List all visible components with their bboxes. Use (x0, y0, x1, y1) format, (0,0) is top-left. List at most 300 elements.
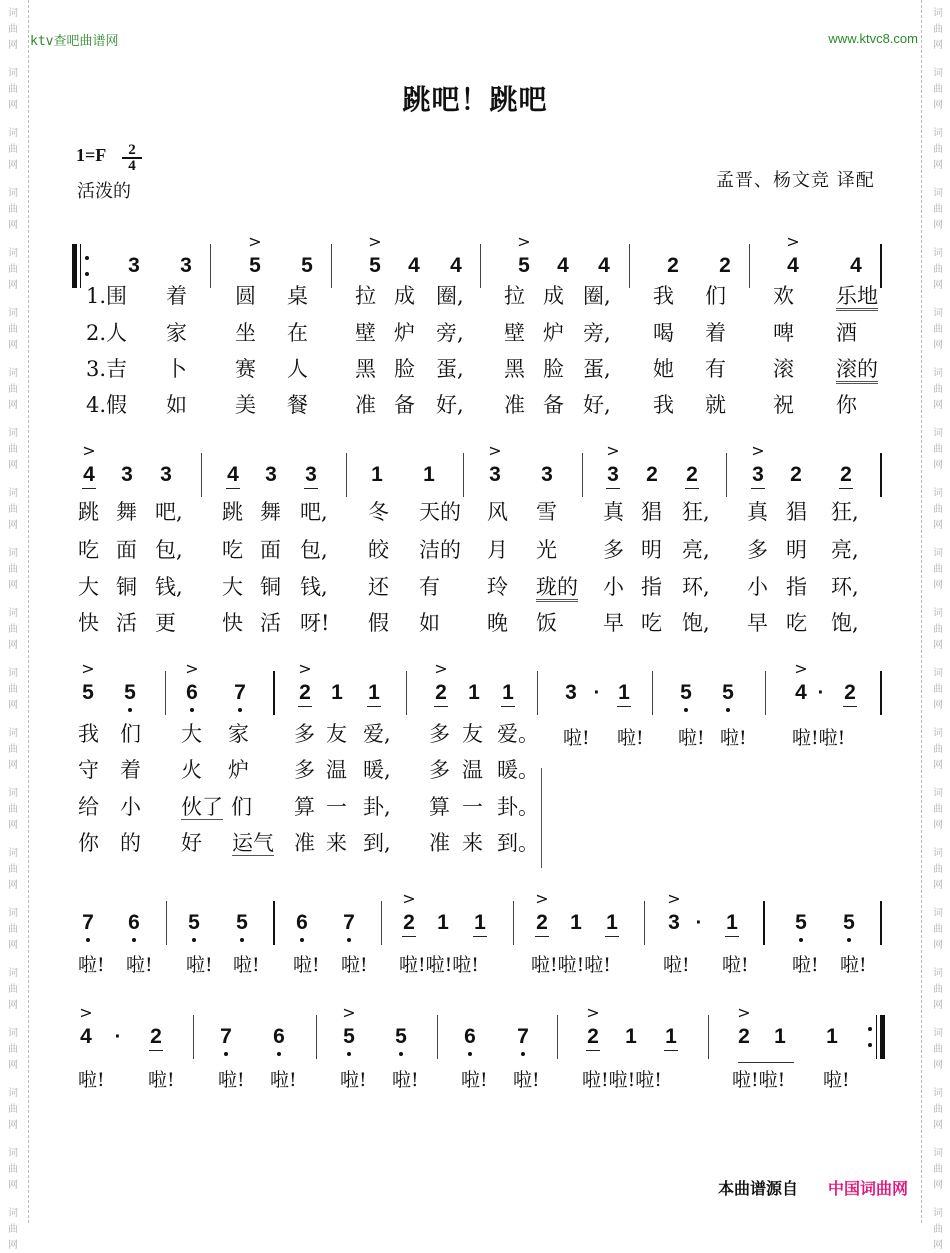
watermark-char: 曲 (933, 564, 943, 575)
lyric-syllable: 小 (120, 795, 141, 819)
watermark-char: 网 (933, 280, 943, 291)
accent-mark-icon: > (535, 889, 549, 908)
lyric-syllable: 大 (78, 575, 99, 599)
watermark-char: 曲 (933, 1164, 943, 1175)
eighth-underline (367, 706, 381, 707)
note (154, 464, 178, 486)
watermark-char: 网 (8, 820, 18, 831)
lyric-syllable: 小 (603, 575, 624, 599)
watermark-char: 词 (933, 608, 943, 619)
lyric-syllable: 吃 (78, 538, 99, 562)
note (612, 682, 636, 704)
watermark-char: 曲 (933, 444, 943, 455)
note-digit: 5 (188, 911, 200, 934)
la-syllable: 啦! (617, 727, 644, 749)
bar-line (708, 1015, 709, 1059)
note-digit: 2 (844, 681, 856, 704)
note (789, 659, 813, 704)
note (429, 659, 453, 704)
note (365, 464, 389, 486)
right-watermark-strip (921, 0, 950, 1251)
watermark-char: 词 (8, 728, 18, 739)
note-digit: 5 (722, 681, 734, 704)
note-digit: 5 (236, 911, 248, 934)
la-syllable: 啦! (186, 954, 213, 976)
note (389, 1026, 413, 1048)
watermark-char: 曲 (8, 564, 18, 575)
bar-line (557, 1015, 558, 1059)
la-syllable: 啦! (341, 954, 368, 976)
lyric-syllable: 准 (429, 831, 450, 855)
watermark-char: 词 (933, 1148, 943, 1159)
la-syllable: 啦!啦!啦! (582, 1069, 662, 1091)
watermark-char: 曲 (933, 384, 943, 395)
lyric-syllable: 在 (287, 321, 308, 345)
lyric-syllable: 快 (222, 611, 243, 635)
watermark-char: 曲 (933, 924, 943, 935)
note-digit: 2 (587, 1025, 599, 1048)
la-syllable: 啦! (663, 954, 690, 976)
watermark-char: 网 (8, 1240, 18, 1251)
lyric-syllable: 成 (543, 284, 564, 308)
note-digit: 7 (517, 1025, 529, 1048)
accent-mark-icon: > (368, 232, 382, 251)
watermark-char: 曲 (8, 264, 18, 275)
low-octave-dot (86, 938, 90, 942)
note-digit: 1 (606, 911, 618, 934)
note (768, 1026, 792, 1048)
lyric-syllable: 来 (326, 831, 347, 855)
lyric-syllable: 假 (368, 611, 389, 635)
note-digit: 4 (557, 254, 569, 277)
watermark-char: 词 (933, 68, 943, 79)
note (838, 682, 862, 704)
low-octave-dot (128, 708, 132, 712)
lyric-syllable: 卦, (363, 795, 391, 819)
la-syllable: 啦! (293, 954, 320, 976)
watermark-char: 网 (8, 640, 18, 651)
note-digit: 1 (774, 1025, 786, 1048)
bar-line (437, 1015, 438, 1059)
watermark-char: 曲 (8, 1044, 18, 1055)
lyric-syllable: 炉 (543, 321, 564, 345)
note-digit: 4 (408, 254, 420, 277)
watermark-char: 词 (933, 368, 943, 379)
note-digit: 2 (790, 463, 802, 486)
watermark-char: 词 (8, 668, 18, 679)
watermark-char: 词 (8, 1148, 18, 1159)
note (834, 464, 858, 486)
note (325, 682, 349, 704)
accent-mark-icon: > (298, 659, 312, 678)
la-syllable: 啦! (78, 1069, 105, 1091)
bar-line (629, 244, 630, 288)
left-watermark-strip (0, 0, 29, 1251)
watermark-char: 曲 (8, 24, 18, 35)
watermark-char: 词 (933, 1028, 943, 1039)
watermark-char: 网 (8, 460, 18, 471)
eighth-underline (751, 488, 765, 489)
note (661, 255, 685, 277)
note-digit: 5 (795, 911, 807, 934)
lyric-syllable: 坐 (235, 321, 256, 345)
bar-line (880, 244, 882, 288)
note (640, 464, 664, 486)
note (511, 1026, 535, 1048)
lyric-syllable: 她 (653, 357, 674, 381)
site-url-right[interactable]: www.ktvc8.com (828, 31, 918, 46)
note (468, 912, 492, 934)
lyric-syllable: 准 (355, 393, 376, 417)
bar-line (582, 453, 583, 497)
lyric-syllable: 风 (487, 500, 508, 524)
note-digit: 4 (598, 254, 610, 277)
watermark-char: 网 (933, 1240, 943, 1251)
note-digit: 2 (667, 254, 679, 277)
note (713, 255, 737, 277)
lyric-syllable: 一 (326, 795, 347, 819)
watermark-char: 词 (8, 1088, 18, 1099)
bar-line (763, 901, 765, 945)
note (362, 682, 386, 704)
note (221, 464, 245, 486)
note-digit: 5 (82, 681, 94, 704)
watermark-char: 网 (8, 940, 18, 951)
la-syllable: 啦!啦!啦! (531, 954, 611, 976)
bar-line (880, 901, 882, 945)
note (535, 464, 559, 486)
lyric-syllable: 面 (260, 538, 281, 562)
note (483, 441, 507, 486)
eighth-underline (473, 936, 487, 937)
eighth-underline (501, 706, 515, 707)
eighth-underline (664, 1050, 678, 1051)
watermark-char: 词 (8, 1028, 18, 1039)
la-syllable: 啦! (233, 954, 260, 976)
low-octave-dot (224, 1052, 228, 1056)
lyric-syllable: 友 (462, 722, 483, 746)
note (444, 255, 468, 277)
eighth-underline (434, 706, 448, 707)
lyric-syllable: 到。 (497, 831, 539, 855)
lyric-syllable: 来 (462, 831, 483, 855)
lyric-syllable: 卦。 (497, 795, 539, 819)
note (592, 255, 616, 277)
accent-mark-icon: > (79, 1003, 93, 1022)
lyric-syllable: 真 (603, 500, 624, 524)
lyric-syllable: 运气 (232, 831, 274, 855)
la-syllable: 啦! (792, 954, 819, 976)
note-digit: 1 (726, 911, 738, 934)
lyric-syllable: 美 (235, 393, 256, 417)
la-syllable: 啦! (126, 954, 153, 976)
watermark-char: 词 (8, 128, 18, 139)
lyric-syllable: 多 (603, 538, 624, 562)
low-octave-dot (399, 1052, 403, 1056)
lyric-syllable: 们 (120, 722, 141, 746)
bar-line (165, 671, 166, 715)
lyric-syllable: 早 (603, 611, 624, 635)
watermark-char: 网 (8, 1180, 18, 1191)
lyric-syllable: 伙了 (181, 795, 223, 819)
watermark-char: 曲 (933, 1044, 943, 1055)
note-digit: 7 (82, 911, 94, 934)
note (228, 682, 252, 704)
note-digit: 6 (186, 681, 198, 704)
lyric-syllable: 吃 (786, 611, 807, 635)
note (837, 912, 861, 934)
watermark-char: 曲 (933, 144, 943, 155)
lyric-syllable: 好 (181, 831, 202, 855)
watermark-char: 词 (8, 368, 18, 379)
note-digit: 1 (371, 463, 383, 486)
la-syllable: 啦!啦! (732, 1069, 786, 1091)
watermark-char: 网 (8, 220, 18, 231)
note-digit: 5 (369, 254, 381, 277)
low-octave-dot (799, 938, 803, 942)
note (293, 659, 317, 704)
watermark-char: 曲 (933, 804, 943, 815)
watermark-char: 曲 (8, 684, 18, 695)
note (662, 889, 686, 934)
lyric-syllable: 乐地 (836, 284, 878, 311)
watermark-char: 网 (933, 640, 943, 651)
watermark-char: 词 (8, 608, 18, 619)
watermark-char: 曲 (933, 504, 943, 515)
lyric-syllable: 洁的 (419, 538, 461, 562)
note (118, 682, 142, 704)
watermark-char: 曲 (8, 1104, 18, 1115)
note-digit: 1 (368, 681, 380, 704)
la-syllable: 啦! (513, 1069, 540, 1091)
watermark-char: 网 (8, 880, 18, 891)
watermark-char: 曲 (933, 744, 943, 755)
bar-line (880, 671, 882, 715)
lyric-syllable: 大 (181, 722, 202, 746)
note-digit: 1 (331, 681, 343, 704)
watermark-char: 网 (933, 220, 943, 231)
note-digit: 2 (738, 1025, 750, 1048)
note (564, 912, 588, 934)
la-syllable: 啦!啦! (792, 727, 846, 749)
watermark-char: 词 (933, 548, 943, 559)
accent-mark-icon: > (794, 659, 808, 678)
watermark-char: 曲 (8, 1164, 18, 1175)
lyric-syllable: 喝 (653, 321, 674, 345)
eighth-underline (149, 1050, 163, 1051)
watermark-char: 曲 (933, 1224, 943, 1235)
note-digit: 6 (273, 1025, 285, 1048)
note-digit: 5 (124, 681, 136, 704)
eighth-underline (586, 1050, 600, 1051)
watermark-char: 曲 (933, 204, 943, 215)
la-syllable: 啦! (722, 954, 749, 976)
note (115, 464, 139, 486)
lyric-syllable: 一 (462, 795, 483, 819)
lyric-syllable: 就 (705, 393, 726, 417)
lyric-syllable: 饭 (536, 611, 557, 635)
watermark-char: 曲 (8, 384, 18, 395)
note-digit: 6 (464, 1025, 476, 1048)
watermark-char: 网 (8, 1000, 18, 1011)
watermark-char: 曲 (933, 984, 943, 995)
watermark-char: 词 (8, 308, 18, 319)
lyric-syllable: 吧, (155, 500, 183, 524)
note-digit: 7 (343, 911, 355, 934)
watermark-char: 曲 (933, 864, 943, 875)
watermark-char: 词 (933, 308, 943, 319)
lyric-syllable: 着 (120, 758, 141, 782)
lyric-syllable: 晚 (487, 611, 508, 635)
note (716, 682, 740, 704)
note-digit: 5 (343, 1025, 355, 1048)
note (259, 464, 283, 486)
lyric-syllable: 着 (166, 284, 187, 308)
lyric-syllable: 月 (487, 538, 508, 562)
lyric-syllable: 活 (116, 611, 137, 635)
low-octave-dot (347, 1052, 351, 1056)
lyric-syllable: 圈, (436, 284, 464, 308)
la-syllable: 啦! (678, 727, 705, 749)
note (243, 232, 267, 277)
lyric-syllable: 指 (641, 575, 662, 599)
lyric-syllable: 爱, (363, 722, 391, 746)
note-digit: 5 (843, 911, 855, 934)
low-octave-dot (847, 938, 851, 942)
bar-line (652, 671, 653, 715)
footer-source-site[interactable]: 中国词曲网 (828, 1179, 909, 1198)
note-digit: 3 (541, 463, 553, 486)
watermark-char: 网 (8, 580, 18, 591)
note (781, 232, 805, 277)
watermark-char: 词 (933, 728, 943, 739)
lyric-syllable: 跳 (78, 500, 99, 524)
watermark-char: 网 (933, 160, 943, 171)
lyric-syllable: 猖 (786, 500, 807, 524)
song-title: 跳吧！跳吧 (402, 83, 548, 116)
watermark-char: 网 (933, 700, 943, 711)
watermark-char: 网 (933, 100, 943, 111)
lyric-syllable: 多 (747, 538, 768, 562)
eighth-underline (82, 488, 96, 489)
note-digit: 1 (618, 681, 630, 704)
lyric-syllable: 包, (155, 538, 183, 562)
eighth-underline (298, 706, 312, 707)
note-digit: 5 (680, 681, 692, 704)
lyric-syllable: 4.假 (86, 393, 128, 417)
lyric-syllable: 家 (166, 321, 187, 345)
la-syllable: 啦! (218, 1069, 245, 1091)
note-digit: 4 (227, 463, 239, 486)
lyric-syllable: 爱。 (497, 722, 539, 746)
lyric-syllable: 小 (747, 575, 768, 599)
lyric-syllable: 脸 (394, 357, 415, 381)
lyric-syllable: 给 (78, 795, 99, 819)
lyric-syllable: 跳 (222, 500, 243, 524)
beam-line (738, 1062, 794, 1063)
note (551, 255, 575, 277)
bar-line (880, 453, 882, 497)
note (844, 255, 868, 277)
low-octave-dot (277, 1052, 281, 1056)
lyric-syllable: 桌 (287, 284, 308, 308)
note-digit: 5 (301, 254, 313, 277)
time-denominator: 4 (128, 158, 136, 174)
bar-line (381, 901, 382, 945)
bar-line (201, 453, 202, 497)
bar-line (726, 453, 727, 497)
lyric-syllable: 真 (747, 500, 768, 524)
note-digit: 2 (719, 254, 731, 277)
watermark-char: 网 (933, 820, 943, 831)
note-digit: 4 (80, 1025, 92, 1048)
watermark-char: 曲 (8, 144, 18, 155)
watermark-char: 词 (8, 1208, 18, 1219)
watermark-char: 曲 (8, 504, 18, 515)
note (674, 682, 698, 704)
note (174, 255, 198, 277)
watermark-char: 网 (933, 760, 943, 771)
watermark-char: 曲 (933, 684, 943, 695)
watermark-char: 词 (8, 968, 18, 979)
lyric-syllable: 旁, (436, 321, 464, 345)
low-octave-dot (192, 938, 196, 942)
note (180, 659, 204, 704)
note (402, 255, 426, 277)
note (512, 232, 536, 277)
watermark-char: 网 (8, 700, 18, 711)
watermark-char: 网 (933, 40, 943, 51)
note (619, 1026, 643, 1048)
note-digit: 1 (502, 681, 514, 704)
note-digit: 3 (180, 254, 192, 277)
note-digit: 6 (296, 911, 308, 934)
watermark-char: 词 (933, 128, 943, 139)
lyric-syllable: 天的 (419, 500, 461, 524)
tempo-marking: 活泼的 (77, 181, 131, 202)
note-digit: 3 (160, 463, 172, 486)
note (732, 1003, 756, 1048)
lyric-syllable: 蛋, (436, 357, 464, 381)
note-digit: 3 (607, 463, 619, 486)
note (820, 1026, 844, 1048)
note (496, 682, 520, 704)
note (76, 912, 100, 934)
lyric-syllable: 备 (394, 393, 415, 417)
key-signature: 1=F (76, 145, 107, 165)
lyric-syllable: 快 (78, 611, 99, 635)
note-digit: 2 (150, 1025, 162, 1048)
bar-line (463, 453, 464, 497)
lyric-syllable: 大 (222, 575, 243, 599)
low-octave-dot (132, 938, 136, 942)
accent-mark-icon: > (402, 889, 416, 908)
lyric-syllable: 温 (462, 758, 483, 782)
watermark-char: 词 (8, 788, 18, 799)
lyric-syllable: 还 (368, 575, 389, 599)
lyric-syllable: 狂, (682, 500, 710, 524)
note-digit: 2 (536, 911, 548, 934)
note (299, 464, 323, 486)
note-digit: 1 (665, 1025, 677, 1048)
lyric-syllable: 暖。 (497, 758, 539, 782)
lyric-syllable: 酒 (836, 321, 857, 345)
note (680, 464, 704, 486)
watermark-char: 曲 (8, 1224, 18, 1235)
low-octave-dot (300, 938, 304, 942)
accent-mark-icon: > (517, 232, 531, 251)
note-digit: 3 (265, 463, 277, 486)
